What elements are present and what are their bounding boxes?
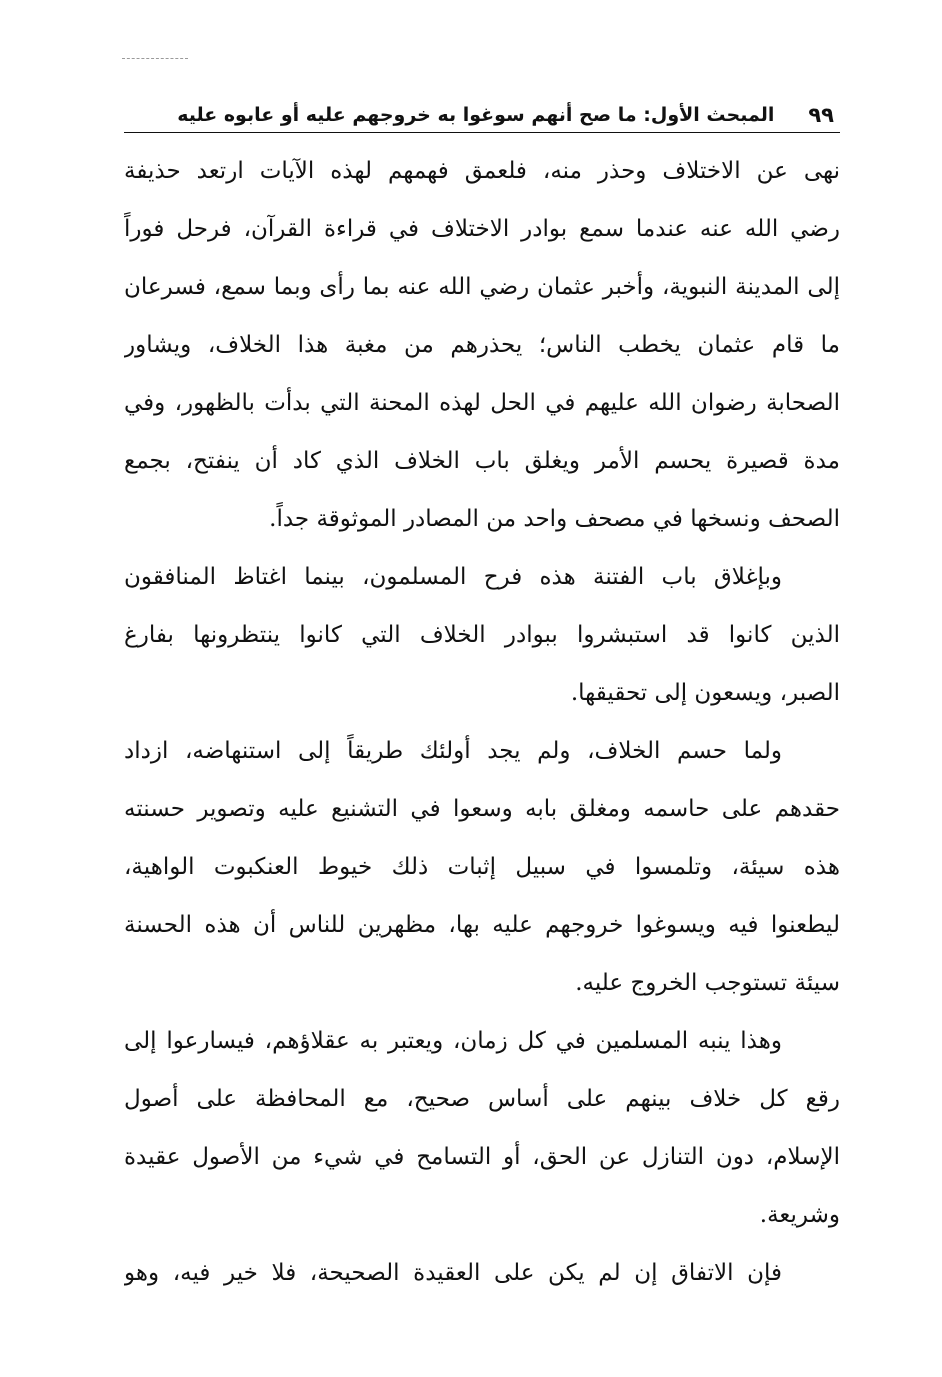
text-line: إلى المدينة النبوية، وأخبر عثمان رضي الله عنه بما رأى وبما سمع، فسرعان: [124, 274, 840, 300]
text-line: وبإغلاق باب الفتنة هذه فرح المسلمون، بينما اغتاظ المنافقون: [124, 564, 782, 590]
text-line: ما قام عثمان يخطب الناس؛ يحذرهم من مغبة هذا الخلاف، ويشاور: [124, 332, 840, 358]
text-line: وهذا ينبه المسلمين في كل زمان، ويعتبر به عقلاؤهم، فيسارعوا إلى: [124, 1028, 782, 1054]
page-number: ٩٩: [808, 103, 834, 127]
text-line: مدة قصيرة يحسم الأمر ويغلق باب الخلاف الذي كاد أن ينفتح، بجمع: [124, 448, 840, 474]
scan-mark: [122, 58, 188, 61]
text-line: ليطعنوا فيه ويسوغوا خروجهم عليه بها، مظهرين للناس أن هذه الحسنة: [124, 912, 840, 938]
running-header: [124, 98, 840, 133]
text-line: وشريعة.: [759, 1202, 840, 1228]
text-line: الصبر، ويسعون إلى تحقيقها.: [570, 680, 840, 706]
body-text: [124, 142, 840, 1302]
paragraph: [124, 142, 840, 548]
text-line: الصحف ونسخها في مصحف واحد من المصادر الموثوقة جداً.: [269, 506, 840, 532]
text-line: سيئة تستوجب الخروج عليه.: [575, 970, 840, 996]
text-line: هذه سيئة، وتلمسوا في سبيل إثبات ذلك خيوط العنكبوت الواهية،: [124, 854, 840, 880]
text-line: رقع كل خلاف بينهم على أساس صحيح، مع المحافظة على أصول: [124, 1086, 840, 1112]
text-line: نهى عن الاختلاف وحذر منه، فلعمق فهمهم لهذه الآيات ارتعد حذيفة: [124, 158, 840, 184]
paragraph: [124, 548, 840, 722]
paragraph: [124, 1244, 840, 1302]
text-line: حقدهم على حاسمه ومغلق بابه وسعوا في التشنيع عليه وتصوير حسنته: [124, 796, 840, 822]
text-line: رضي الله عنه عندما سمع بوادر الاختلاف في قراءة القرآن، فرحل فوراً: [124, 216, 840, 242]
chapter-title: المبحث الأول: ما صح أنهم سوغوا به خروجهم عليه أو عابوه عليه: [177, 104, 775, 126]
text-line: الذين كانوا قد استبشروا ببوادر الخلاف التي كانوا ينتظرونها بفارغ: [124, 622, 840, 648]
text-line: فإن الاتفاق إن لم يكن على العقيدة الصحيحة، فلا خير فيه، وهو: [124, 1260, 782, 1286]
text-line: الصحابة رضوان الله عليهم في الحل لهذه المحنة التي بدأت بالظهور، وفي: [124, 390, 840, 416]
text-line: ولما حسم الخلاف، ولم يجد أولئك طريقاً إلى استنهاضه، ازداد: [124, 738, 782, 764]
paragraph: [124, 1012, 840, 1244]
paragraph: [124, 722, 840, 1012]
text-line: الإسلام، دون التنازل عن الحق، أو التسامح في شيء من الأصول عقيدة: [124, 1144, 840, 1170]
